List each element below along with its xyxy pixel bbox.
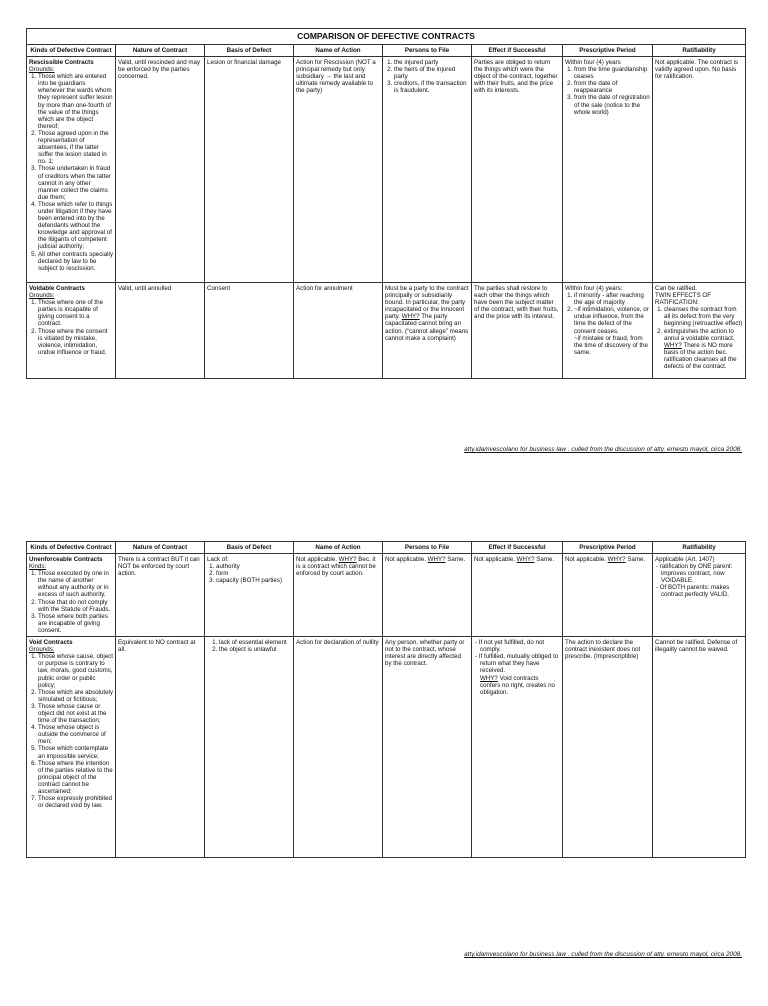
list-item-text: There is NO more basis of the action bec. ratification cleanses all the defects of the contract.: [664, 341, 737, 371]
list-item: 1. Those executed by one in the name of another without any authority or in excess of such authority.: [38, 570, 113, 598]
header-kinds: Kinds of Defective Contract: [27, 542, 116, 554]
persons-text: Must be a party to the contract principally or subsidiarily bound. In particular, the party incapacitated or the innocent party.: [385, 285, 469, 321]
grounds-label: Grounds:: [29, 66, 55, 74]
header-persons: Persons to File: [383, 45, 472, 57]
cell-nature: There is a contract BUT it can NOT be enforced by court action.: [116, 554, 205, 637]
why-label: WHY?: [338, 556, 357, 563]
row-rescissible: [27, 57, 746, 283]
cell-ratifiability: Cannot be ratified. Defense of illegality cannot be waived.: [653, 637, 746, 858]
row-unenforceable: [27, 554, 746, 637]
list-item: 2. Those that do not comply with the Statute of Frauds.: [38, 599, 113, 613]
list-item: - If fulfilled, mutually obliged to return what they have received.: [480, 653, 560, 674]
list-item: 1. the injured party: [394, 59, 469, 66]
row-voidable: [27, 283, 746, 379]
list-item: 3. creditors, if the transaction is fraudulent.: [394, 80, 469, 94]
prescriptive-list: [565, 66, 650, 116]
header-nature: Nature of Contract: [116, 45, 205, 57]
cell-text: Same.: [536, 556, 555, 563]
header-ratifiability: Ratifiability: [653, 45, 746, 57]
why-label: WHY?: [607, 556, 626, 563]
grounds-list: [29, 299, 113, 356]
list-item: 4. Those which refer to things under litigation if they have been entered into by the defendants without the knowledge and approval of the litigants of competent judicial authority;: [38, 201, 113, 251]
cell-effect: The parties shall restore to each other the things which have been the subject matter of the contract, with their fruits, and the price with its interest.: [472, 283, 563, 379]
cell-text: Void contracts confers no right, creates no obligation.: [480, 674, 555, 696]
persons-text: The party capacitated cannot bring an action. (“cannot allege” means cannot make a complaint): [385, 313, 469, 342]
cell-nature: Valid, until rescinded and may be enforced by the parties concerned.: [116, 57, 205, 283]
list-item: [664, 328, 743, 371]
rat-text: Can be ratified.: [655, 285, 697, 292]
list-item: - ratification by ONE parent: improves contract, now VOIDABLE.: [661, 563, 743, 584]
row-void: [27, 637, 746, 858]
grounds-list: [29, 570, 113, 634]
cell-persons: [383, 57, 472, 283]
rat-list: [655, 563, 743, 598]
cell-text: Not applicable.: [385, 556, 426, 563]
header-row: [27, 45, 746, 57]
cell-nature: Valid, until annulled: [116, 283, 205, 379]
prescriptive-extra: ~if mistake or fraud, from the time of discovery of the same.: [574, 334, 648, 356]
basis-intro: Lack of:: [207, 556, 229, 563]
list-item: - If not yet fulfilled, do not comply.: [480, 639, 560, 653]
header-kinds: Kinds of Defective Contract: [27, 45, 116, 57]
cell-persons: [383, 283, 472, 379]
header-effect: Effect if Successful: [472, 542, 563, 554]
why-label: WHY?: [401, 313, 420, 321]
list-item: 4. Those whose object is outside the commerce of men;: [38, 724, 113, 745]
list-item: 1. from the time guardianship ceases: [574, 66, 650, 80]
grounds-label: Grounds:: [29, 646, 55, 654]
header-ratifiability: Ratifiability: [653, 542, 746, 554]
list-item: 3. from the date of registration of the sale (notice to the whole world): [574, 94, 650, 115]
cell-text: Same.: [627, 556, 646, 563]
header-action: Name of Action: [294, 45, 383, 57]
list-item-text: extinguishes the action to annul a voidable contract.: [664, 327, 735, 342]
grounds-list: [29, 653, 113, 809]
footer-credit: atty.idamvescolano for business law . culled from the discussion of atty. ernesto mayol, circa 2008.: [464, 951, 742, 958]
list-item: 2. the heirs of the injured party: [394, 66, 469, 80]
list-item: 1. Those which are entered into be guardians whenever the wards whom they represent suffer lesion by more than one-fourth of the value of the things which are the object thereof;: [38, 73, 113, 130]
list-item: 2. Those where the consent is vitiated by mistake, violence, intimidation, undue influence or fraud.: [38, 328, 113, 356]
list-item: 3. Those undertaken in fraud of creditors when the latter cannot in any other manner collect the claims due them;: [38, 165, 113, 200]
rat-list: [655, 306, 743, 370]
list-item: 2. from the date of reappearance: [574, 80, 650, 94]
list-item: 5. Those which contemplate an impossible service;: [38, 745, 113, 759]
footer-credit: atty.idamvescolano for business law . culled from the discussion of atty. ernesto mayol, circa 2008.: [464, 446, 742, 453]
cell-kinds: [27, 554, 116, 637]
cell-effect: [472, 554, 563, 637]
list-item: 2. ~if intimidation, violence, or undue influence, from the time the defect of the consent ceases.: [574, 306, 650, 334]
cell-text: Not applicable.: [296, 556, 337, 563]
list-item: 2. the object is unlawful: [219, 646, 291, 653]
list-item: 2. Those which are absolutely simulated or fictitious;: [38, 689, 113, 703]
cell-prescriptive: [563, 554, 653, 637]
list-item: 2. form: [216, 570, 291, 577]
category-title: Unenforceable Contracts: [29, 556, 103, 563]
cell-text: Not applicable.: [474, 556, 515, 563]
prescriptive-list: [565, 292, 650, 335]
cell-action: Action for annulment: [294, 283, 383, 379]
rat-text: TWIN EFFECTS OF RATIFICATION:: [655, 292, 712, 307]
cell-ratifiability: [653, 283, 746, 379]
rat-intro: Applicable (Art. 1407): [655, 556, 715, 563]
comparison-table-2: [26, 541, 746, 858]
cell-ratifiability: [653, 554, 746, 637]
persons-list: [385, 59, 469, 94]
grounds-label: Kinds:: [29, 563, 47, 571]
header-prescriptive: Prescriptive Period: [563, 45, 653, 57]
list-item: - Of BOTH parents: makes contract perfectly VALID.: [661, 584, 743, 598]
cell-persons: Any person, whether party or not to the contract, whose interest are directly affected by the contract.: [383, 637, 472, 858]
cell-text: Same.: [447, 556, 466, 563]
cell-text: Not applicable.: [565, 556, 606, 563]
why-label: WHY?: [480, 674, 498, 682]
cell-nature: Equivalent to NO contract at all.: [116, 637, 205, 858]
list-item: 1. cleanses the contract from all its defect from the very beginning (retroactive effect): [664, 306, 743, 327]
list-item: 1. Those whose cause, object or purpose is contrary to law, morals, good customs, public order or public policy;: [38, 653, 113, 688]
cell-basis: [205, 554, 294, 637]
list-item: 1. authority: [216, 563, 291, 570]
table-title: COMPARISON OF DEFECTIVE CONTRACTS: [27, 29, 746, 45]
cell-prescriptive: The action to declare the contract inexistent does not prescribe. (Imprescriptible): [563, 637, 653, 858]
category-title: Rescissible Contracts: [29, 59, 94, 66]
category-title: Void Contracts: [29, 639, 73, 647]
cell-kinds: [27, 283, 116, 379]
header-basis: Basis of Defect: [205, 45, 294, 57]
grounds-label: Grounds:: [29, 292, 55, 300]
cell-effect: [472, 637, 563, 858]
effect-list: [474, 639, 560, 674]
cell-basis: [205, 637, 294, 858]
prescriptive-intro: Within four (4) years: [565, 59, 621, 66]
header-prescriptive: Prescriptive Period: [563, 542, 653, 554]
cell-action: Action for Rescission (NOT a principal remedy but only subsidiary → the last and ultimate remedy available to the party): [294, 57, 383, 283]
cell-ratifiability: Not applicable. The contract is validly agreed upon. No basis for ratification.: [653, 57, 746, 283]
header-persons: Persons to File: [383, 542, 472, 554]
basis-list: [207, 563, 291, 584]
why-label: WHY?: [516, 556, 535, 563]
comparison-table-1: [26, 28, 746, 379]
header-action: Name of Action: [294, 542, 383, 554]
cell-action: Action for declaration of nullity: [294, 637, 383, 858]
list-item: 7. Those expressly prohibited or declared void by law.: [38, 795, 113, 809]
effect-why: [474, 675, 560, 696]
header-row: [27, 542, 746, 554]
list-item: 3. Those whose cause or object did not exist at the time of the transaction;: [38, 703, 113, 724]
cell-basis: Consent: [205, 283, 294, 379]
header-effect: Effect if Successful: [472, 45, 563, 57]
list-item: 6. Those where the intention of the parties relative to the principal object of the contract cannot be ascertained;: [38, 760, 113, 795]
list-item: 2. Those agreed upon in the representation of absentees, if the latter suffer the lesion stated in no. 1;: [38, 130, 113, 165]
header-basis: Basis of Defect: [205, 542, 294, 554]
why-label: WHY?: [427, 556, 446, 563]
category-title: Voidable Contracts: [29, 285, 85, 292]
header-nature: Nature of Contract: [116, 542, 205, 554]
grounds-list: [29, 73, 113, 272]
cell-effect: Parties are obliged to return the things which were the object of the contract, together with their fruits, and the price with its interests.: [472, 57, 563, 283]
list-item: 5. All other contracts specially declared by law to be subject to rescission.: [38, 251, 113, 272]
cell-persons: [383, 554, 472, 637]
cell-basis: Lesion or financial damage: [205, 57, 294, 283]
list-item: 3. Those where both parties are incapable of giving consent.: [38, 613, 113, 634]
cell-action: [294, 554, 383, 637]
cell-kinds: [27, 57, 116, 283]
list-item: 3. capacity (BOTH parties): [216, 577, 291, 584]
prescriptive-intro: Within four (4) years:: [565, 285, 623, 292]
cell-kinds: [27, 637, 116, 858]
list-item: 1. lack of essential element: [219, 639, 291, 646]
cell-text: Bec. it is a contract which cannot be enforced by court action.: [296, 556, 376, 578]
cell-prescriptive: [563, 283, 653, 379]
basis-list: [207, 639, 291, 653]
cell-prescriptive: [563, 57, 653, 283]
why-label: WHY?: [664, 341, 682, 349]
list-item: 1. if minority - after reaching the age of majority: [574, 292, 650, 306]
list-item: 1. Those where one of the parties is incapable of giving consent to a contract.: [38, 299, 113, 327]
